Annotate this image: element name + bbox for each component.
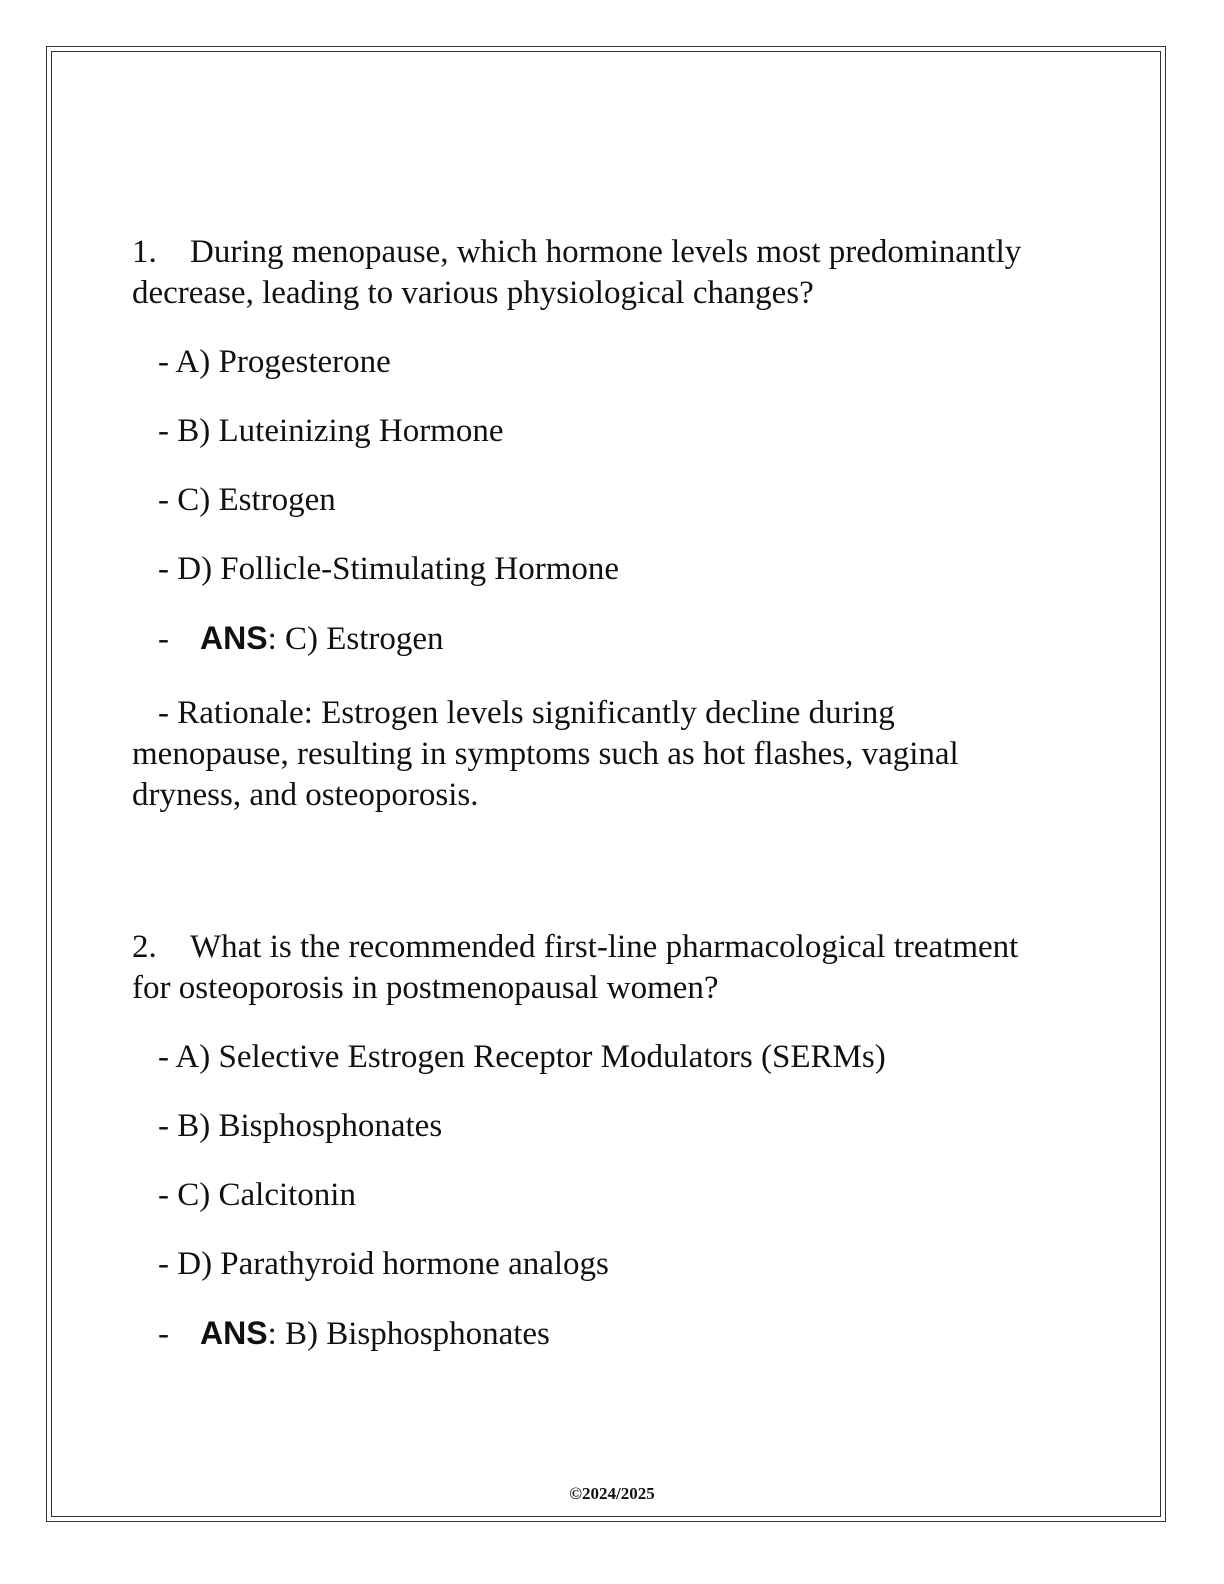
- option-b: - B) Luteinizing Hormone: [158, 413, 504, 449]
- option-c: - C) Calcitonin: [158, 1177, 356, 1213]
- question-2: [132, 927, 1052, 1355]
- answer-line: - ANS: B) Bisphosphonates: [158, 1315, 550, 1352]
- copyright-footer: ©2024/2025: [569, 1484, 655, 1503]
- answer-line: - ANS: C) Estrogen: [158, 620, 444, 657]
- rationale: [132, 693, 1052, 816]
- question-1: [132, 232, 1052, 816]
- document-content: [132, 232, 1052, 1388]
- option-d: - D) Parathyroid hormone analogs: [158, 1246, 609, 1282]
- option-a: - A) Progesterone: [158, 344, 391, 380]
- question-text: 2. What is the recommended first-line pharmacological treatment for osteoporosis in postmenopausal women?: [132, 929, 1019, 1006]
- answer-text: : B) Bisphosphonates: [267, 1316, 550, 1352]
- rationale-text: Estrogen levels significantly decline during menopause, resulting in symptoms such as hot flashes, vaginal dryness, and osteoporosis.: [132, 695, 959, 813]
- question-number: 2.: [132, 929, 157, 965]
- option-a: - A) Selective Estrogen Receptor Modulators (SERMs): [158, 1039, 886, 1075]
- answer-text: : C) Estrogen: [267, 621, 444, 657]
- option-b: - B) Bisphosphonates: [158, 1108, 443, 1144]
- question-text: 1. During menopause, which hormone levels most predominantly decrease, leading to various physiological changes?: [132, 234, 1022, 311]
- question-number: 1.: [132, 234, 157, 270]
- option-d: - D) Follicle-Stimulating Hormone: [158, 551, 620, 587]
- rationale-label: - Rationale:: [158, 695, 313, 731]
- answer-label: ANS: [200, 620, 268, 656]
- option-c: - C) Estrogen: [158, 482, 336, 518]
- answer-label: ANS: [200, 1315, 268, 1351]
